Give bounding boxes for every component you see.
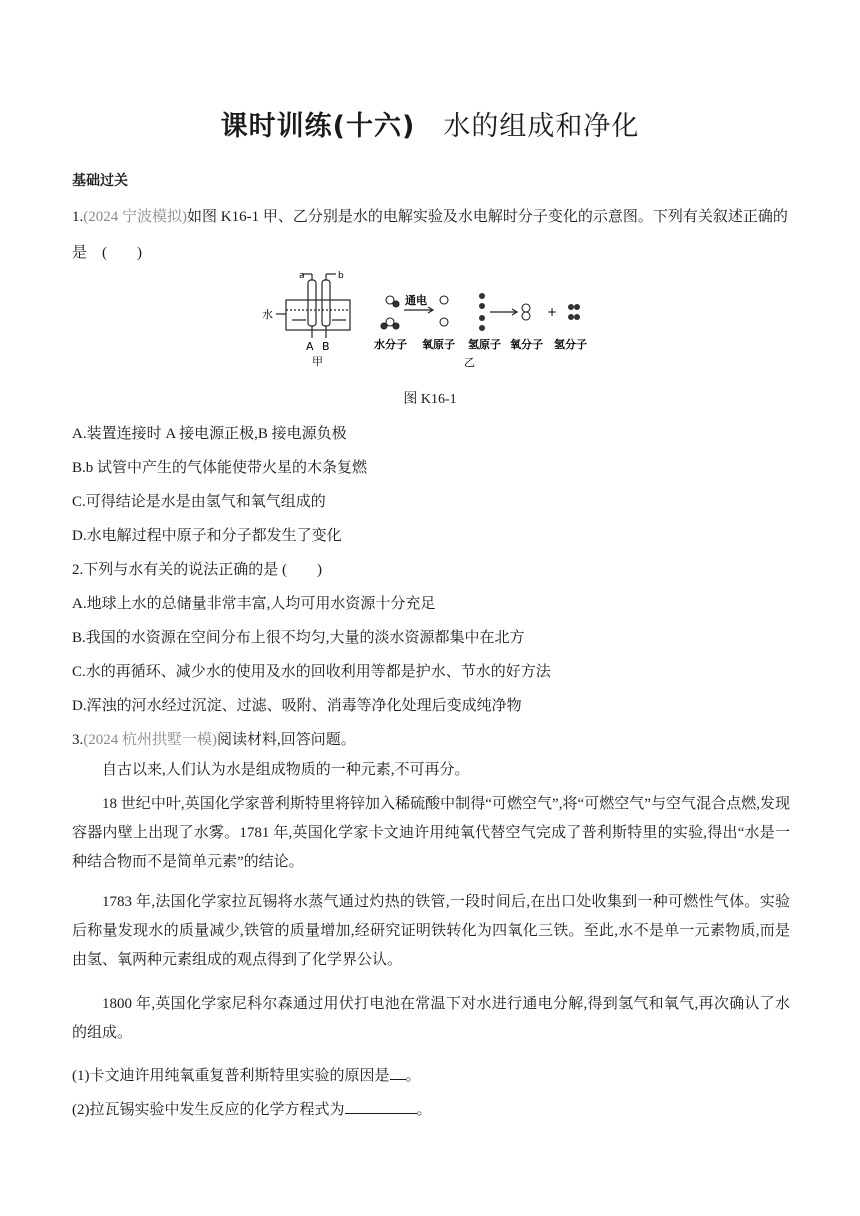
hydrogen-atom-icons xyxy=(479,293,485,331)
label-water: 水 xyxy=(262,308,273,321)
q3-subquestion-1 xyxy=(72,1064,421,1085)
q2-option-a: A.地球上水的总储量非常丰富,人均可用水资源十分充足 xyxy=(72,596,436,612)
q3-paragraph-4 xyxy=(72,990,790,1048)
oxygen-atom-icons xyxy=(440,296,448,326)
arrow-icon xyxy=(490,309,517,315)
q3-stem-text: 阅读材料,回答问题。 xyxy=(217,732,356,748)
q3-source: (2024 杭州拱墅一模) xyxy=(83,732,217,748)
q3-sub2-text: (2)拉瓦锡实验中发生反应的化学方程式为 xyxy=(72,1102,345,1118)
title-topic: 水的组成和净化 xyxy=(443,111,640,142)
q3-number: 3. xyxy=(72,732,84,748)
label-water-molecule: 水分子 xyxy=(374,338,407,351)
label-tongdian: 通电 xyxy=(405,294,427,307)
q3-sub1-text: (1)卡文迪许用纯氧重复普利斯特里实验的原因是 xyxy=(72,1068,390,1084)
answer-blank-1[interactable] xyxy=(390,1065,406,1080)
q2-option-c: C.水的再循环、减少水的使用及水的回收利用等都是护水、节水的好方法 xyxy=(72,664,551,680)
q3-sub2-end: 。 xyxy=(416,1102,432,1118)
q1-number: 1. xyxy=(72,209,84,225)
label-b: b xyxy=(338,271,344,281)
page-title xyxy=(0,104,860,143)
q3-paragraph-2-text: 18 世纪中叶,英国化学家普利斯特里将锌加入稀硫酸中制得“可燃空气”,将“可燃空气”与空气混合点燃,发现容器内壁上出现了水雾。1781 年,英国化学家卡文迪许用纯氧代替空气完成了普利斯特里的实验,得出“水是一种结合物而不是简单元素”的结论。 xyxy=(72,796,790,870)
answer-blank-2[interactable] xyxy=(345,1099,417,1114)
q1-stem-text: 如图 K16-1 甲、乙分别是水的电解实验及水电解时分子变化的示意图。下列有关叙述正确的 xyxy=(187,209,788,225)
q3-paragraph-4-text: 1800 年,英国化学家尼科尔森通过用伏打电池在常温下对水进行通电分解,得到氢气和氧气,再次确认了水的组成。 xyxy=(72,996,790,1041)
q3-sub1-end: 。 xyxy=(405,1068,421,1084)
q1-option-d: D.水电解过程中原子和分子都发生了变化 xyxy=(72,528,342,544)
label-B: B xyxy=(322,340,330,353)
label-plus: + xyxy=(547,305,558,319)
title-lesson: 课时训练(十六) xyxy=(220,111,416,142)
q3-paragraph-3 xyxy=(72,888,790,975)
q3-paragraph-1 xyxy=(72,756,790,785)
hydrogen-molecule-icons xyxy=(568,304,580,320)
q3-paragraph-3-text: 1783 年,法国化学家拉瓦锡将水蒸气通过灼热的铁管,一段时间后,在出口处收集到一种可燃性气体。实验后称量发现水的质量减少,铁管的质量增加,经研究证明铁转化为四氧化三铁。至此,水不是单一元素物质,而是由氢、氧两种元素组成的观点得到了化学界公认。 xyxy=(72,894,790,968)
label-a: a xyxy=(299,271,305,281)
label-oxygen-molecule: 氧分子 xyxy=(510,338,543,351)
q1-option-a: A.装置连接时 A 接电源正极,B 接电源负极 xyxy=(72,426,347,442)
q3-subquestion-2 xyxy=(72,1098,432,1119)
q2-option-d: D.浑浊的河水经过沉淀、过滤、吸附、消毒等净化处理后变成纯净物 xyxy=(72,698,522,714)
q3-paragraph-2 xyxy=(72,790,790,877)
q3-stem xyxy=(72,728,356,749)
section-heading: 基础过关 xyxy=(72,173,128,189)
arrow-icon xyxy=(404,307,433,313)
q1-stem-line2: 是 ( ) xyxy=(72,245,142,261)
q2-stem: 2.下列与水有关的说法正确的是 ( ) xyxy=(72,562,322,578)
label-jia: 甲 xyxy=(312,355,323,368)
electrolysis-apparatus-diagram xyxy=(276,274,350,338)
q1-option-c: C.可得结论是水是由氢气和氧气组成的 xyxy=(72,494,326,510)
q1-source: (2024 宁波模拟) xyxy=(83,209,187,225)
water-molecule-icons xyxy=(381,296,399,329)
q1-figure xyxy=(262,270,602,374)
figure-caption: 图 K16-1 xyxy=(403,392,457,407)
q2-option-b: B.我国的水资源在空间分布上很不均匀,大量的淡水资源都集中在北方 xyxy=(72,630,525,646)
q1-stem-line1 xyxy=(72,205,788,226)
label-oxygen-atom: 氧原子 xyxy=(422,338,455,351)
label-yi: 乙 xyxy=(464,356,475,369)
label-hydrogen-molecule: 氢分子 xyxy=(554,338,587,351)
label-A: A xyxy=(306,340,314,353)
q3-paragraph-1-text: 自古以来,人们认为水是组成物质的一种元素,不可再分。 xyxy=(102,762,470,778)
oxygen-molecule-icon xyxy=(522,304,530,320)
label-hydrogen-atom: 氢原子 xyxy=(468,338,501,351)
q1-option-b: B.b 试管中产生的气体能使带火星的木条复燃 xyxy=(72,460,368,476)
